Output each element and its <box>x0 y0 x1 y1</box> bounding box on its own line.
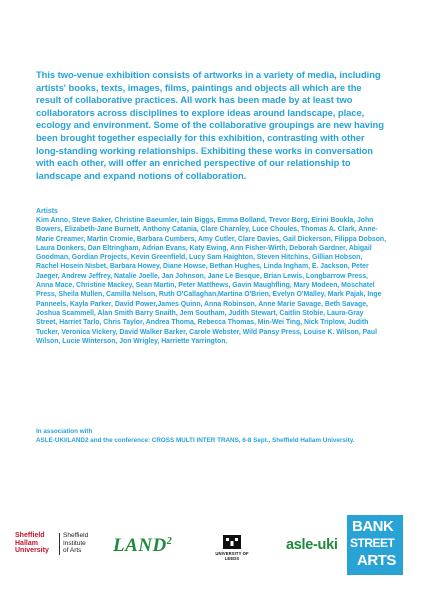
university-of-leeds-logo <box>208 535 256 561</box>
association-line-2: ASLE-UKI/LAND2 and the conference: CROSS MULTI INTER TRANS, 6-8 Sept., Sheffield Hallam University. <box>36 437 355 444</box>
sheffield-hallam-logo <box>15 532 105 560</box>
land-wordmark: LAND <box>113 535 167 556</box>
artists-heading: Artists <box>36 208 58 215</box>
sheffield-hallam-wordmark <box>15 532 49 555</box>
sia-word-1: Sheffield <box>63 532 89 539</box>
sponsor-logos <box>0 510 421 580</box>
bsa-word-1: BANK <box>352 518 394 535</box>
leeds-crest-icon <box>223 535 241 549</box>
bsa-word-2: STREET <box>350 536 395 550</box>
sheffield-institute-of-arts-wordmark <box>63 532 88 555</box>
logo-divider <box>59 533 60 555</box>
sia-word-3: of Arts <box>63 547 82 555</box>
asle-uki-logo: asle-uki <box>286 537 338 553</box>
bank-street-arts-logo <box>347 515 403 575</box>
artists-list: Kim Anno, Steve Baker, Christine Baeumler, Iain Biggs, Emma Bolland, Trevor Borg, Eirini Boukla, John Bowers, Elizabeth-Jane Burnett, Anthony Catania, Clare Charnley, Luce Choules, Thomas A. Clark, Anne-Marie Creamer, Martin Cromie, Barbara Cumbers, Amy Cutler, Clare Davies, Gail Dickerson, Filippa Dobson, Laura Donkers, Dan Eltringham, Adrian Evans, Katy Ewing, Ann Fisher-Wirth, Deborah Gardner, Abigail Goodman, Gordian Projects, Kevin Greenfield, Lucy Sam Haighton, Steven Hitchins, Gillian Hobson, Rachel Hosein Nisbet, Barbara Howey, Diane Howse, Bethan Hughes, Linda Ingham, E. Jackson, Peter Jaeger, Andrew Jeffrey, Natalie Joelle, Jan Johnson, Jane Le Besque, Brian Lewis, Longbarrow Press, Anna Mace, Christine Mackey, Sean Martin, Peter Matthews, Gavin Maughfling, Mary Modeen, Moschatel Press, Sheila Mullen, Camilla Nelson, Ruth O'Callaghan,Martina O'Brien, Evelyn O'Malley, Mark Pajak, Inge Panneels, Kayla Parker, David Power,James Quinn, Anna Robinson, Anne Marie Savage, Beth Savage, Joshua Scammell, Alan Smith Barry Snaith, Jem Southam, Judith Stewart, Caitlin Stobie, Laura-Gray Street, Harriet Tarlo, Chris Taylor, Andrea Thoma, Rebecca Thomas, Min-Wei Ting, Nick Triplow, Judith Tucker, Veronica Vickery, David Walker Barker, Carole Webster, Wild Pansy Press, Louise K. Wilson, Paul Wilson, Lucie Winterson, Jon Wrigley, Harriette Yarrington. <box>36 217 386 345</box>
association-line-1: In association with <box>36 428 93 435</box>
land-superscript: 2 <box>166 536 173 547</box>
intro-paragraph: This two-venue exhibition consists of artworks in a variety of media, including artists' books, texts, images, films, paintings and objects all which are the result of collaborative practices. All work has been made by at least two collaborators across disciplines to explore ideas around landscape, place, ecology and environment. Some of the collaborative groupings are new having been brought together especially for this exhibition, contrasting with other long-standing working relationships. Exhibiting these works in conversation with each other, will offer an enriched perspective of our relationship to landscape and expand notions of collaboration. <box>36 69 384 181</box>
shu-word-3: University <box>15 547 49 555</box>
sia-word-2: Institute <box>63 539 86 547</box>
bsa-word-3: ARTS <box>357 552 396 569</box>
leeds-wordmark: UNIVERSITY OF LEEDS <box>215 551 249 561</box>
shu-word-2: Hallam <box>15 539 38 547</box>
association-note <box>36 427 376 445</box>
land2-logo <box>113 535 172 557</box>
shu-word-1: Sheffield <box>15 532 45 539</box>
